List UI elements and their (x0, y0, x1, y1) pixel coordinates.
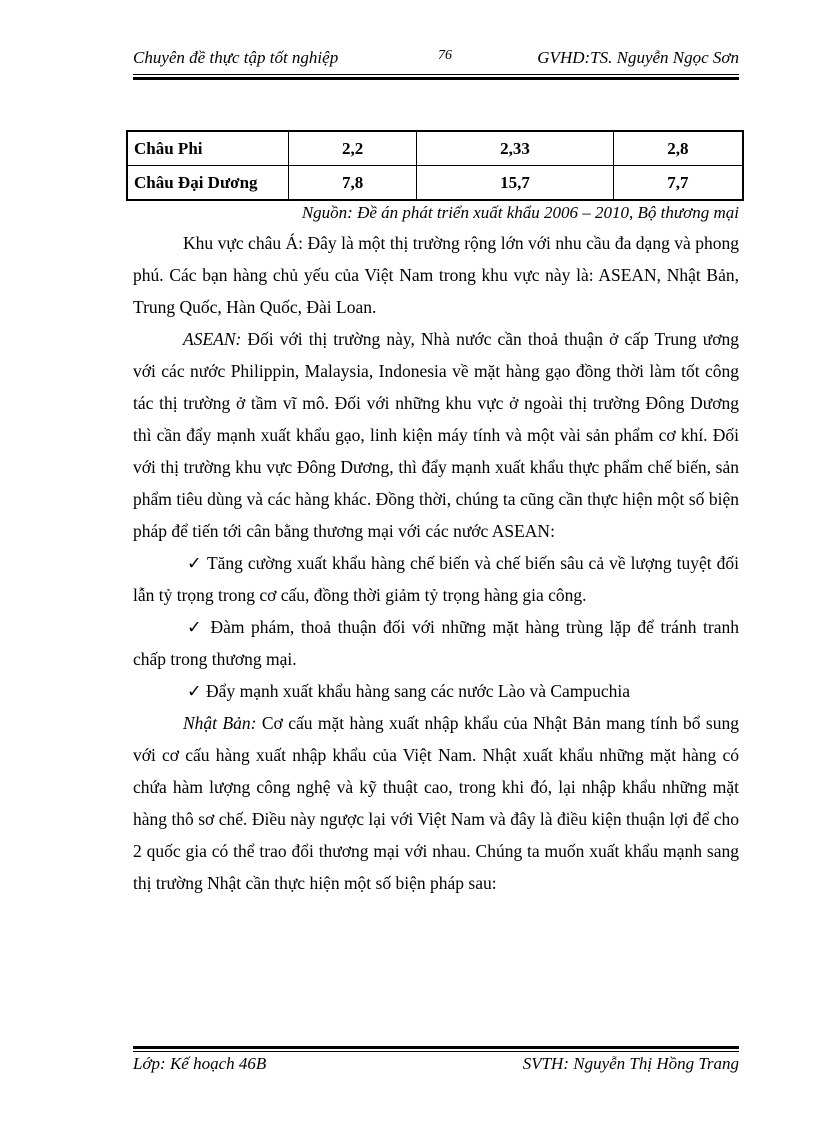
paragraph-asia: Khu vực châu Á: Đây là một thị trường rộng lớn với nhu cầu đa dạng và phong phú. Các bạn hàng chủ yếu của Việt Nam trong khu vực này là: ASEAN, Nhật Bản, Trung Quốc, Hàn Quốc, Đài Loan. (133, 233, 739, 317)
footer-rule-thick (133, 1046, 739, 1049)
japan-text: Cơ cấu mặt hàng xuất nhập khẩu của Nhật Bản mang tính bổ sung với cơ cấu hàng xuất nhập khẩu của Việt Nam. Nhật xuất khẩu những mặt hàng có chứa hàm lượng công nghệ và kỹ thuật cao, trong khi đó, lại nhập khẩu những mặt hàng thô sơ chế. Điều này ngược lại với Việt Nam và đây là điều kiện thuận lợi để cho 2 quốc gia có thể trao đổi thương mại với nhau. Chúng ta muốn xuất khẩu mạnh sang thị trường Nhật cần thực hiện một số biện pháp sau: (133, 713, 739, 893)
table-row (127, 131, 743, 166)
check-icon: ✓ (187, 617, 204, 637)
paragraph-japan (133, 707, 739, 899)
page-footer (133, 1054, 739, 1080)
asean-lead: ASEAN: (183, 329, 242, 349)
japan-lead: Nhật Bản: (183, 713, 257, 733)
footer-student: SVTH: Nguyễn Thị Hồng Trang (522, 1054, 739, 1073)
header-title: Chuyên đề thực tập tốt nghiệp (133, 48, 339, 67)
footer-class: Lớp: Kế hoạch 46B (133, 1054, 267, 1073)
table-cell: Châu Phi (127, 131, 288, 166)
bullet-item (133, 675, 739, 707)
header-rule-thin (133, 74, 739, 75)
page-header (133, 48, 739, 74)
table-row (127, 166, 743, 201)
paragraph-asean (133, 323, 739, 547)
page-number: 76 (438, 48, 452, 63)
bullet-text: Đẩy mạnh xuất khẩu hàng sang các nước Lào và Campuchia (201, 681, 631, 701)
header-advisor: GVHD:TS. Nguyễn Ngọc Sơn (537, 48, 739, 67)
asean-text: Đối với thị trường này, Nhà nước cần thoả thuận ở cấp Trung ương với các nước Philippin, Malaysia, Indonesia về mặt hàng gạo đồng thời làm tốt công tác thị trường ở tầm vĩ mô. Đối với những khu vực ở ngoài thị trường Đông Dương thì cần đẩy mạnh xuất khẩu gạo, linh kiện máy tính và một vài sản phẩm cơ khí. Đối với thị trường khu vực Đông Dương, thì đẩy mạnh xuất khẩu thực phẩm chế biến, sản phẩm tiêu dùng và các hàng khác. Đồng thời, chúng ta cũng cần thực hiện một số biện pháp để tiến tới cân bằng thương mại với các nước ASEAN: (133, 329, 739, 541)
bullet-item (133, 547, 739, 611)
table-cell: 7,8 (288, 166, 416, 201)
table-source: Nguồn: Đề án phát triển xuất khẩu 2006 – 2010, Bộ thương mại (301, 203, 739, 222)
body-text (133, 227, 739, 899)
bullet-item (133, 611, 739, 675)
table-cell: 2,2 (288, 131, 416, 166)
table-cell: 2,8 (613, 131, 743, 166)
header-rule-thick (133, 77, 739, 80)
bullet-text: Đàm phám, thoả thuận đối với những mặt hàng trùng lặp để tránh tranh chấp trong thương mại. (133, 617, 739, 669)
table-cell: 2,33 (417, 131, 614, 166)
bullet-text: Tăng cường xuất khẩu hàng chế biến và chế biến sâu cả về lượng tuyệt đối lẫn tỷ trọng trong cơ cấu, đồng thời giảm tỷ trọng hàng gia công. (133, 553, 739, 605)
check-icon: ✓ (187, 681, 202, 701)
table-cell: 15,7 (417, 166, 614, 201)
data-table (126, 130, 744, 201)
table-cell: Châu Đại Dương (127, 166, 288, 201)
table-cell: 7,7 (613, 166, 743, 201)
footer-rule-thin (133, 1051, 739, 1052)
check-icon: ✓ (187, 553, 203, 573)
